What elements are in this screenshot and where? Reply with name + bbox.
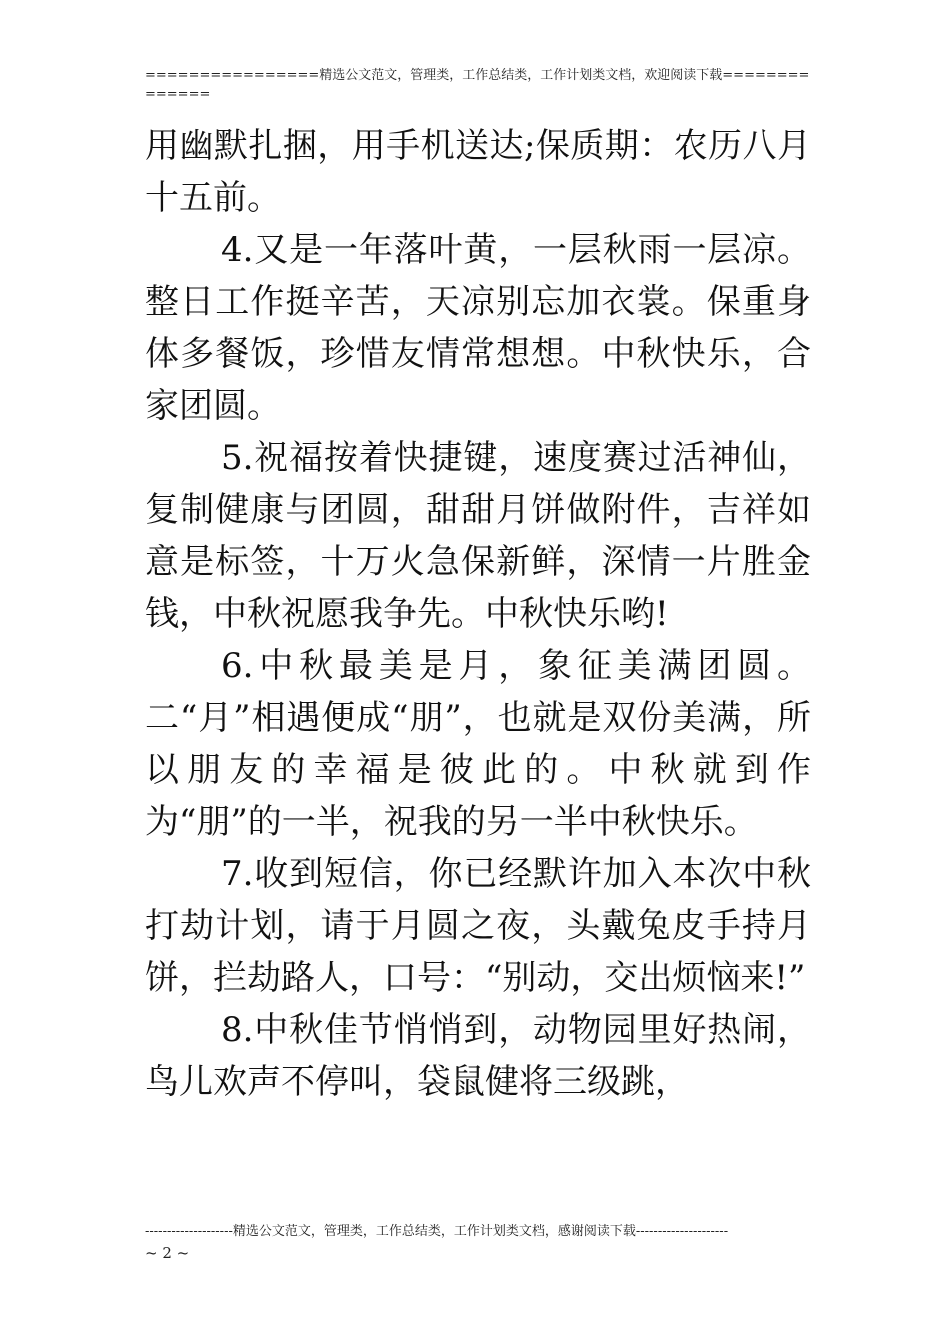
document-body	[145, 120, 811, 1108]
paragraph-item-5: 5.祝福按着快捷键，速度赛过活神仙，复制健康与团圆，甜甜月饼做附件，吉祥如意是标签，十万火急保新鲜，深情一片胜金钱，中秋祝愿我争先。中秋快乐哟!	[145, 438, 811, 634]
paragraph-continuation: 用幽默扎捆，用手机送达;保质期：农历八月十五前。	[145, 126, 811, 218]
page-number: ~ 2 ~	[145, 1244, 190, 1262]
header-text: ================精选公文范文，管理类，工作总结类，工作计划类文档，欢迎阅读下载==============	[145, 68, 810, 102]
paragraph-item-4: 4.又是一年落叶黄，一层秋雨一层凉。整日工作挺辛苦，天凉别忘加衣裳。保重身体多餐饭，珍惜友情常想想。中秋快乐，合家团圆。	[145, 230, 811, 426]
page-header	[145, 66, 811, 104]
page-footer	[145, 1222, 811, 1241]
footer-text: --------------------精选公文范文，管理类，工作总结类，工作计划类文档，感谢阅读下载---------------------	[145, 1224, 729, 1239]
paragraph-item-7: 7.收到短信，你已经默许加入本次中秋打劫计划，请于月圆之夜，头戴兔皮手持月饼，拦劫路人，口号：“别动，交出烦恼来!”	[145, 854, 811, 998]
paragraph-item-6: 6.中秋最美是月，象征美满团圆。二“月”相遇便成“朋”，也就是双份美满，所以朋友的幸福是彼此的。中秋就到作为“朋”的一半，祝我的另一半中秋快乐。	[145, 646, 811, 842]
paragraph-item-8: 8.中秋佳节悄悄到，动物园里好热闹，鸟儿欢声不停叫，袋鼠健将三级跳，	[145, 1010, 811, 1102]
